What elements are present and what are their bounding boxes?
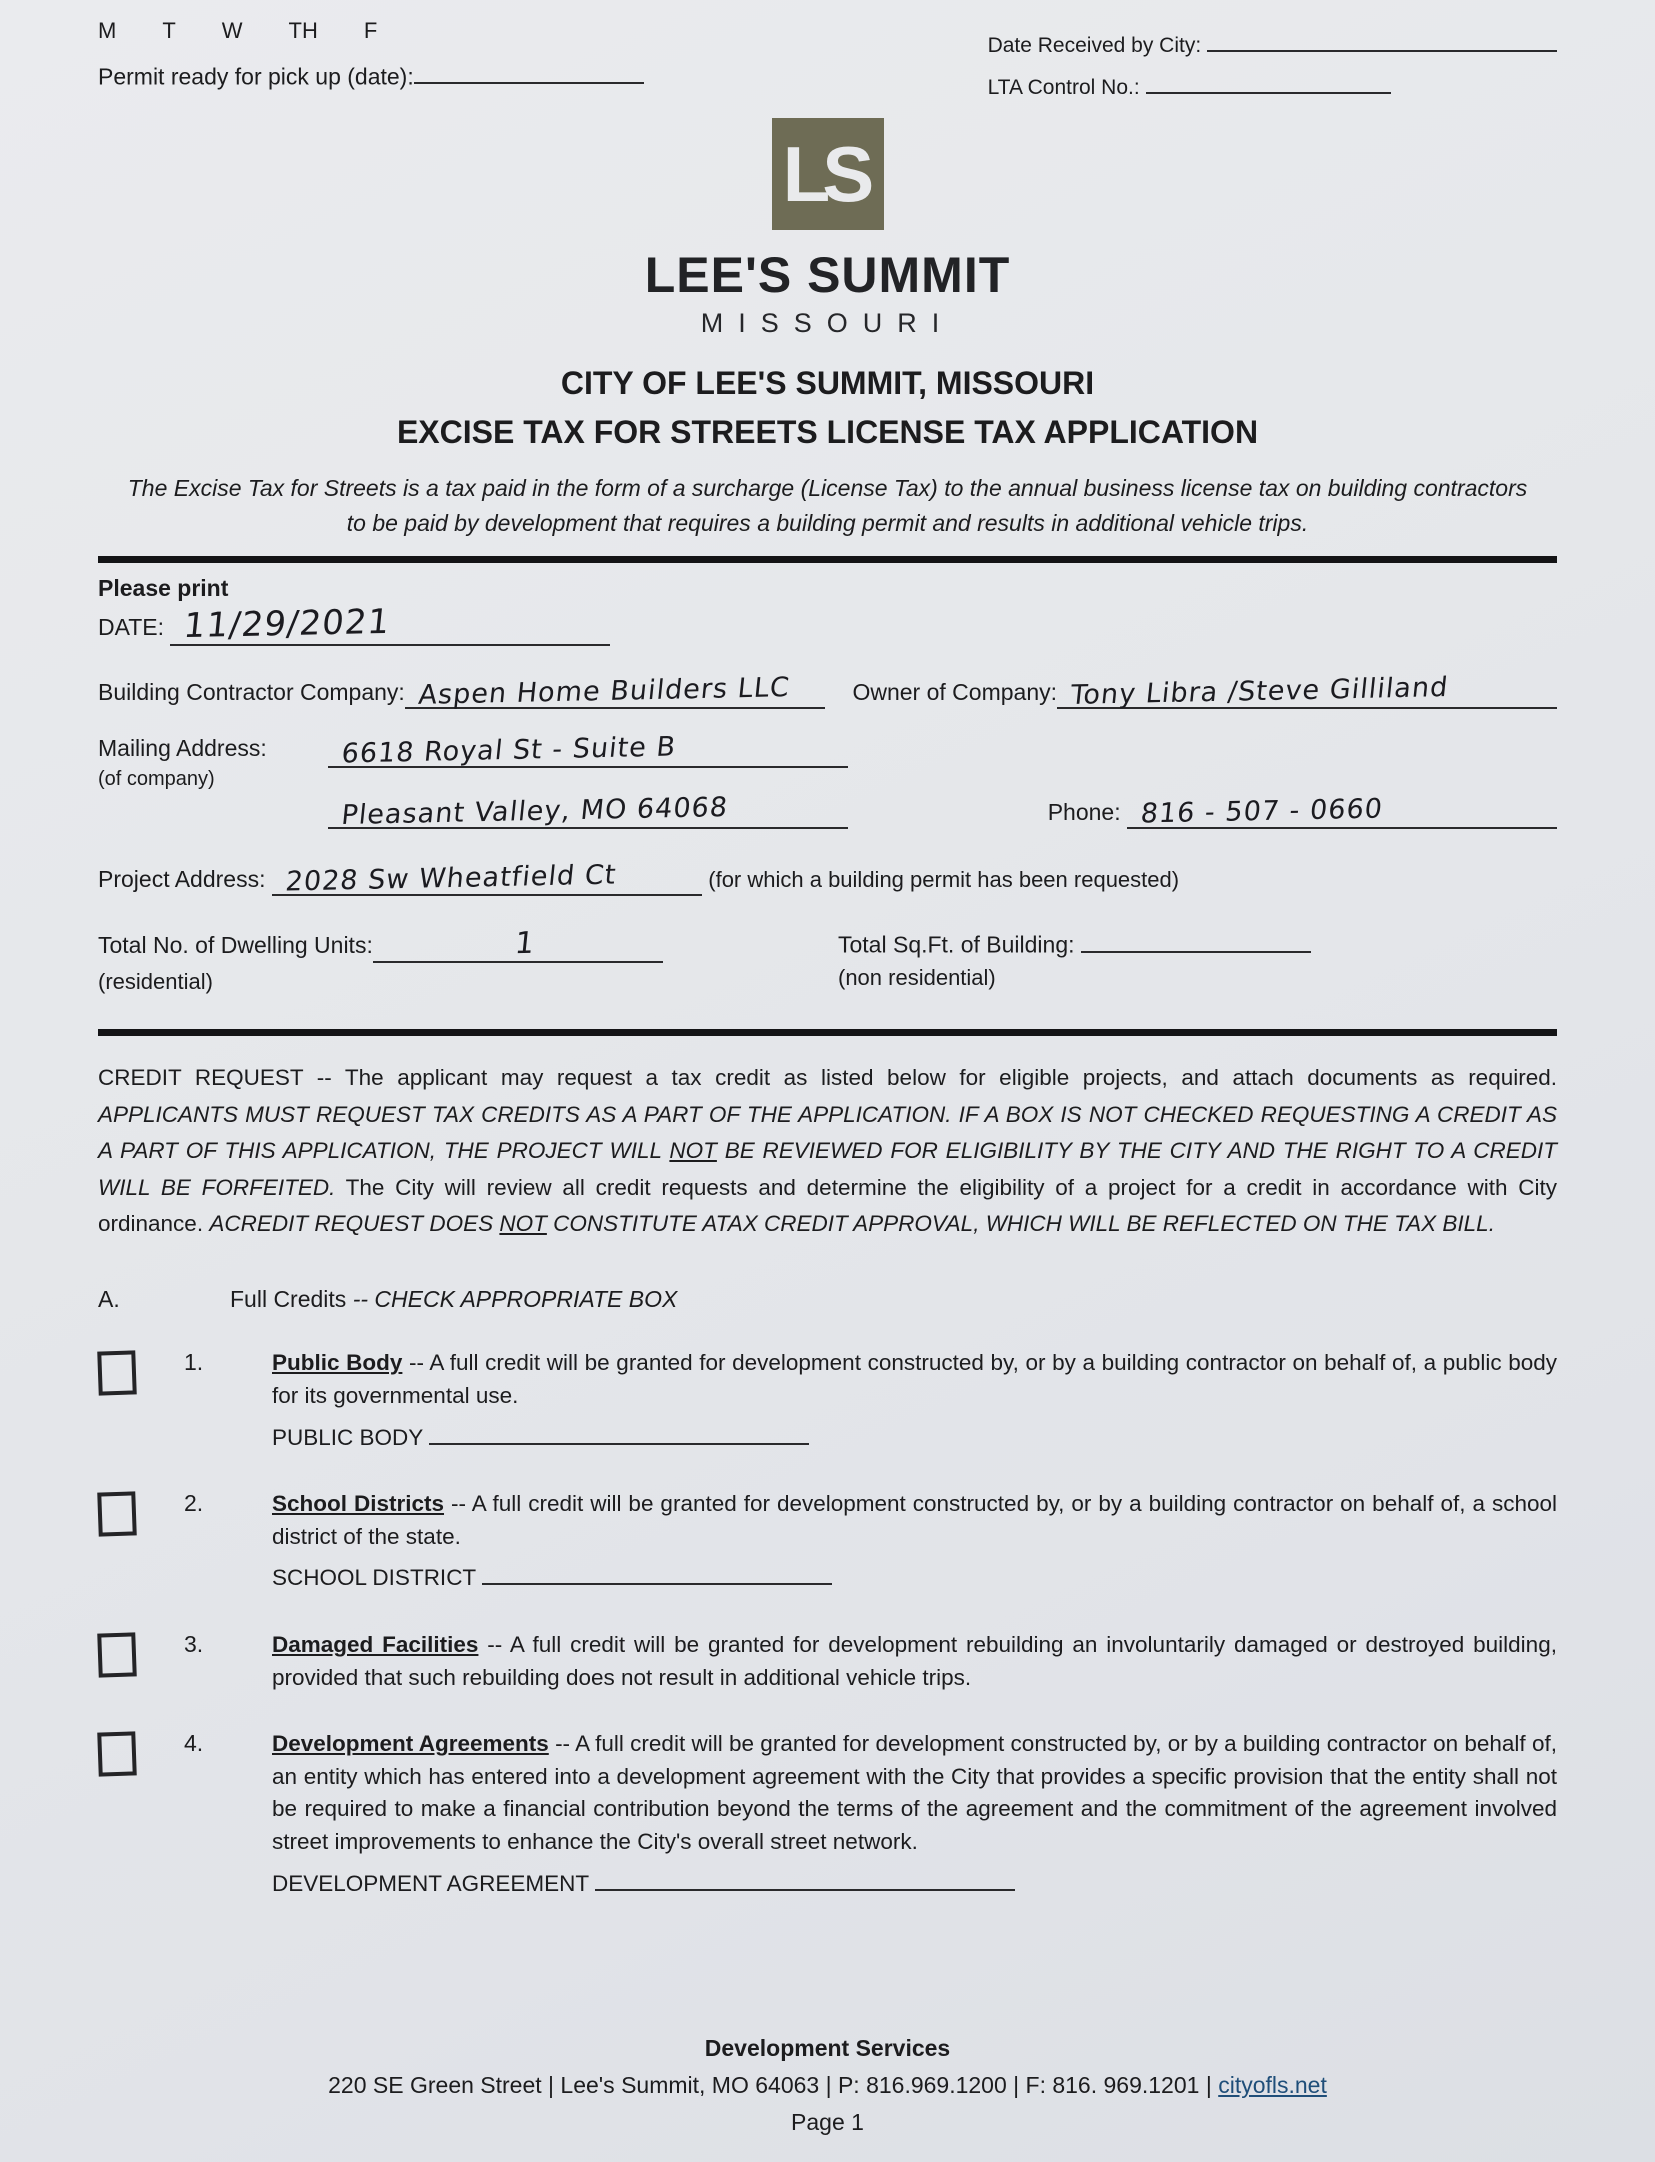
ls-monogram-text: LS: [782, 130, 867, 219]
dwelling-sublabel: (residential): [98, 969, 213, 995]
item-1-fill-label: PUBLIC BODY: [272, 1424, 423, 1450]
item-2-fill-row: [272, 1559, 1557, 1595]
item-3-description: -- A full credit will be granted for development rebuilding an involuntarily damaged or destroyed building, provided that such rebuilding does not result in additional vehicle trips.: [272, 1631, 1557, 1690]
date-field: [170, 604, 610, 646]
weekday-th: TH: [288, 18, 318, 43]
weekday-t: T: [162, 18, 176, 43]
item-1-fill-blank: [429, 1419, 809, 1445]
owner-label: Owner of Company:: [852, 679, 1057, 706]
credit-seg-4: BE REVIEWED FOR ELIGIBILITY BY THE CITY AND THE RIGHT TO A CREDIT WILL BE FORFEITED.: [98, 1138, 1557, 1200]
checkbox-cell-3: [98, 1629, 184, 1694]
header-right: [988, 18, 1557, 112]
city-logo: [98, 118, 1557, 339]
contractor-label: Building Contractor Company:: [98, 679, 405, 706]
credit-seg-7-not-underlined: NOT: [499, 1211, 547, 1237]
sqft-group: [838, 926, 1311, 995]
dwelling-group: [98, 926, 838, 995]
owner-field-group: [852, 672, 1557, 712]
date-received-blank: [1207, 28, 1557, 52]
dwelling-label: Total No. of Dwelling Units:: [98, 932, 373, 959]
checkbox-cell-2: [98, 1488, 184, 1595]
credit-seg-1: CREDIT REQUEST -- The applicant may request a tax credit as listed below for eligible projects, and attach documents as required.: [98, 1065, 1557, 1091]
section-a-heading: [98, 1286, 1557, 1313]
item-4-title: Development Agreements: [272, 1731, 549, 1757]
permit-ready-line: [98, 58, 644, 90]
item-3-text-col: [272, 1629, 1557, 1694]
item-1-text-col: [272, 1347, 1557, 1454]
page-footer: [0, 2035, 1655, 2136]
date-label: DATE:: [98, 614, 165, 641]
mailing-label-group: [98, 735, 328, 837]
project-address-row: [98, 859, 1557, 898]
item-2-body: [272, 1488, 1557, 1553]
please-print-label: Please print: [98, 575, 229, 602]
phone-field-group: [1047, 793, 1557, 837]
item-2-description: -- A full credit will be granted for development constructed by, or by a building contractor on behalf of, a school district of the state.: [272, 1491, 1557, 1549]
item-3-number: 3.: [184, 1630, 204, 1657]
footer-address-text: 220 SE Green Street | Lee's Summit, MO 64063 | P: 816.969.1200 | F: 816. 969.1201 |: [328, 2072, 1219, 2098]
phone-handwritten-value: 816 - 507 - 0660: [1139, 793, 1385, 830]
footer-address-line: [0, 2072, 1655, 2099]
item-4-text-col: [272, 1728, 1557, 1900]
project-note: (for which a building permit has been requested): [708, 867, 1180, 893]
owner-field: [1057, 672, 1557, 712]
date-received-label: Date Received by City:: [987, 34, 1202, 58]
dwelling-field: [373, 926, 663, 963]
permit-date-blank: [414, 58, 644, 84]
item-4-body: [272, 1728, 1557, 1859]
phone-field: [1127, 793, 1557, 830]
checkbox-public-body: [97, 1351, 137, 1396]
sqft-blank: [1081, 926, 1311, 952]
document-title-line2: EXCISE TAX FOR STREETS LICENSE TAX APPLICATION: [396, 414, 1259, 451]
checkbox-school-districts: [97, 1492, 137, 1537]
sqft-label: Total Sq.Ft. of Building:: [838, 931, 1075, 958]
section-divider-top: [98, 556, 1557, 563]
document-title-line1: CITY OF LEE'S SUMMIT, MISSOURI: [560, 365, 1095, 402]
item-1-fill-row: [272, 1419, 1557, 1455]
item-2-fill-blank: [482, 1559, 832, 1585]
permit-ready-label: Permit ready for pick up (date):: [98, 63, 414, 90]
item-3-body: [272, 1629, 1557, 1694]
weekday-options: [98, 18, 644, 44]
item-4-number: 4.: [184, 1730, 204, 1757]
section-a-title-text: Full Credits: [230, 1286, 347, 1313]
section-a-title-italic: CHECK APPROPRIATE BOX: [374, 1286, 678, 1313]
page-header: [98, 18, 1557, 112]
item-1-description: -- A full credit will be granted for development constructed by, or by a building contractor on behalf of, a public body for its governmental use.: [272, 1350, 1557, 1409]
credit-request-paragraph: [98, 1060, 1557, 1242]
mailing-line2-field: [328, 792, 848, 832]
mailing-label: Mailing Address:: [98, 735, 267, 762]
item-1-title: Public Body: [272, 1350, 403, 1376]
item-2-title: School Districts: [272, 1491, 445, 1517]
credit-item-damaged-facilities: [98, 1629, 1557, 1694]
contractor-owner-row: [98, 672, 1557, 712]
logo-city-name: LEE'S SUMMIT: [644, 247, 1011, 304]
item-4-fill-blank: [595, 1865, 1015, 1891]
checkbox-cell-1: [98, 1347, 184, 1454]
dwelling-handwritten-value: 1: [512, 926, 537, 962]
mailing-lines: [328, 731, 1557, 837]
credit-seg-2: APPLICANTS MUST REQUEST TAX CREDITS AS A PART OF THE APPLICATION. IF A BOX IS NOT CHECKED REQUESTING A CREDIT AS A PART OF THIS APPLICATION, THE PROJECT WILL: [98, 1101, 1557, 1164]
credit-seg-5: The City will review all credit requests and determine the eligibility of a project for a credit in accordance with City ordinance.: [98, 1174, 1557, 1237]
project-label: Project Address:: [98, 866, 266, 893]
item-2-fill-label: SCHOOL DISTRICT: [272, 1565, 476, 1591]
item-4-description: -- A full credit will be granted for development constructed by, or by a building contractor on behalf of, an entity which has entered into a development agreement with the City that provides a specific provision that the entity shall not be required to make a financial contribution beyond the terms of the agreement and the commitment of the agreement involved street improvements to enhance the City's overall street network.: [272, 1731, 1557, 1855]
credit-seg-8: CONSTITUTE ATAX CREDIT APPROVAL, WHICH WILL BE REFLECTED ON THE TAX BILL.: [546, 1211, 1495, 1237]
weekday-w: W: [221, 18, 243, 43]
ls-monogram-icon: [772, 118, 884, 230]
checkbox-cell-4: [98, 1728, 184, 1900]
item-4-fill-row: [272, 1865, 1557, 1901]
mailing-line1-row: [328, 731, 1557, 776]
checkbox-development-agreements: [97, 1732, 137, 1777]
mailing-address-block: [98, 731, 1557, 837]
dwelling-sqft-row: [98, 926, 1557, 995]
mailing-line1-field: [328, 731, 848, 770]
weekday-f: F: [363, 18, 378, 43]
contractor-field: [405, 672, 825, 712]
checkbox-damaged-facilities: [97, 1632, 137, 1677]
credit-item-public-body: [98, 1347, 1557, 1454]
weekday-m: M: [98, 18, 117, 43]
lta-control-label: LTA Control No.:: [987, 76, 1140, 100]
credit-seg-3-not-underlined: NOT: [669, 1138, 717, 1164]
item-1-body: [272, 1347, 1557, 1412]
credit-item-development-agreements: [98, 1728, 1557, 1900]
item-3-title: Damaged Facilities: [272, 1631, 479, 1657]
header-left: [98, 18, 644, 112]
section-a-title: [230, 1286, 677, 1313]
item-4-fill-label: DEVELOPMENT AGREEMENT: [272, 1870, 589, 1896]
date-received-line: [988, 28, 1557, 58]
item-2-number: 2.: [184, 1490, 204, 1517]
contractor-field-group: [98, 672, 825, 712]
sqft-sublabel: (non residential): [838, 964, 996, 990]
footer-page-number: Page 1: [791, 2109, 864, 2135]
mailing-line2-row: [328, 792, 1557, 837]
footer-department: Development Services: [704, 2035, 951, 2061]
logo-state-name: MISSOURI: [700, 308, 955, 339]
item-2-text-col: [272, 1488, 1557, 1595]
project-field: [272, 859, 702, 898]
section-a-dashes: --: [346, 1286, 375, 1313]
mailing-sublabel: (of company): [98, 768, 215, 791]
date-line: [98, 604, 1557, 646]
contractor-handwritten-value: Aspen Home Builders LLC: [416, 672, 792, 712]
phone-label: Phone:: [1047, 799, 1121, 826]
owner-handwritten-value: Tony Libra /Steve Gilliland: [1068, 672, 1450, 712]
lta-control-blank: [1146, 70, 1391, 94]
credit-seg-6: ACREDIT REQUEST DOES: [209, 1211, 500, 1237]
credit-item-school-districts: [98, 1488, 1557, 1595]
mailing-line2-handwritten: Pleasant Valley, MO 64068: [339, 792, 730, 832]
project-handwritten-value: 2028 Sw Wheatfield Ct: [283, 859, 618, 898]
section-divider-middle: [98, 1029, 1557, 1036]
footer-website-link[interactable]: cityofls.net: [1218, 2072, 1327, 2098]
section-a-letter: A.: [98, 1286, 120, 1313]
item-1-number: 1.: [184, 1349, 204, 1376]
lta-control-line: [988, 70, 1557, 100]
mailing-line1-handwritten: 6618 Royal St - Suite B: [340, 731, 678, 770]
intro-paragraph: The Excise Tax for Streets is a tax paid in the form of a surcharge (License Tax) to the annual business license tax on building contractors to be paid by development that requires a building permit and results in additional vehicle trips.: [127, 475, 1528, 536]
date-handwritten-value: 11/29/2021: [182, 602, 393, 647]
